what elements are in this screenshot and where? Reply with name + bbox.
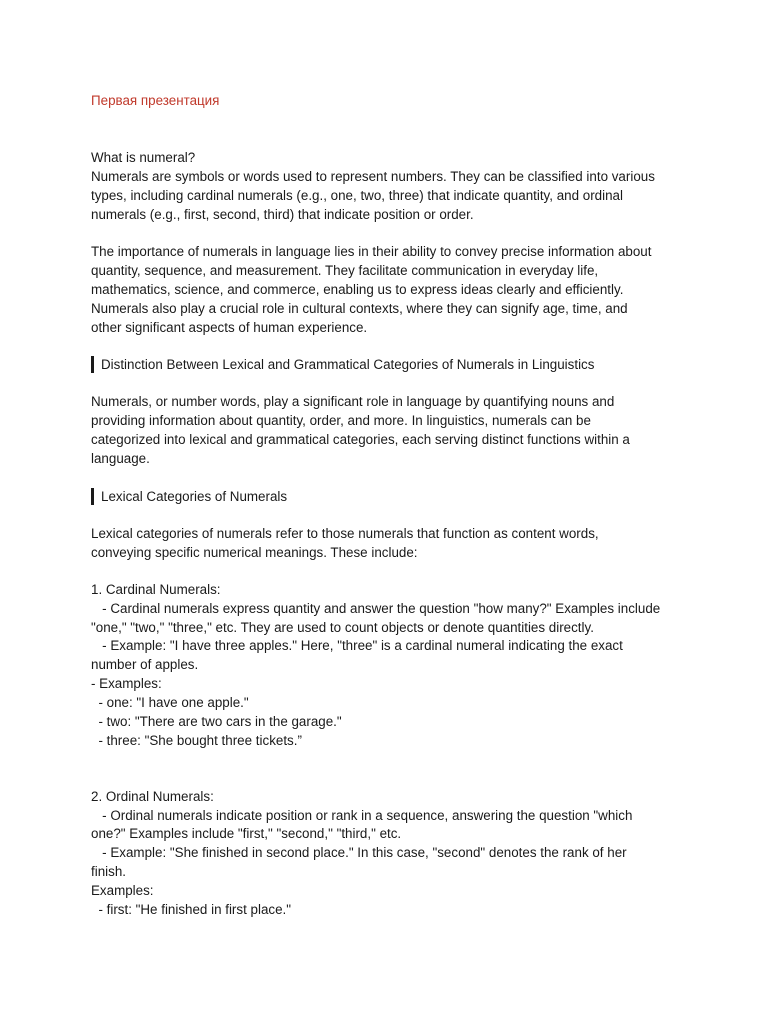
list-line: "one," "two," "three," etc. They are used to count objects or denote quantities directly. [91, 620, 594, 635]
list-line: - Example: "She finished in second place." In this case, "second" denotes the rank of her [91, 845, 627, 860]
paragraph-line: quantity, sequence, and measurement. They facilitate communication in everyday life, [91, 263, 599, 278]
list-line: finish. [91, 864, 126, 879]
paragraph-line: Numerals also play a crucial role in cultural contexts, where they can signify age, time, and [91, 301, 628, 316]
list-line: - Cardinal numerals express quantity and answer the question "how many?" Examples include [91, 601, 661, 616]
list-line: - Ordinal numerals indicate position or rank in a sequence, answering the question "which [91, 808, 633, 823]
paragraph-line: Numerals, or number words, play a significant role in language by quantifying nouns and [91, 394, 615, 409]
paragraph-line: numerals (e.g., first, second, third) that indicate position or order. [91, 207, 474, 222]
list-line: number of apples. [91, 657, 199, 672]
list-heading: 1. Cardinal Numerals: [91, 582, 221, 597]
document-title: Первая презентация [91, 93, 220, 108]
paragraph-line: Lexical categories of numerals refer to those numerals that function as content words, [91, 526, 599, 541]
list-line: - two: "There are two cars in the garage." [91, 714, 342, 729]
question-line: What is numeral? [91, 150, 196, 165]
paragraph-line: mathematics, science, and commerce, enabling us to express ideas clearly and efficiently. [91, 282, 624, 297]
list-line: - first: "He finished in first place." [91, 902, 292, 917]
paragraph-line: categorized into lexical and grammatical categories, each serving distinct functions within a [91, 432, 630, 447]
paragraph-line: Numerals are symbols or words used to represent numbers. They can be classified into various [91, 169, 655, 184]
paragraph-line: types, including cardinal numerals (e.g., one, two, three) that indicate quantity, and ordinal [91, 188, 623, 203]
list-line: Examples: [91, 883, 154, 898]
paragraph-line: providing information about quantity, order, and more. In linguistics, numerals can be [91, 413, 591, 428]
paragraph-line: language. [91, 451, 150, 466]
section-heading: Distinction Between Lexical and Grammatical Categories of Numerals in Linguistics [91, 355, 594, 374]
paragraph-line: other significant aspects of human experience. [91, 320, 368, 335]
list-line: - three: "She bought three tickets.” [91, 733, 302, 748]
paragraph-line: conveying specific numerical meanings. These include: [91, 545, 418, 560]
paragraph-line: The importance of numerals in language lies in their ability to convey precise information about [91, 244, 652, 259]
section-heading: Lexical Categories of Numerals [91, 487, 287, 506]
list-line: - Example: "I have three apples." Here, "three" is a cardinal numeral indicating the exact [91, 638, 623, 653]
list-line: - one: "I have one apple." [91, 695, 249, 710]
list-line: one?" Examples include "first," "second," "third," etc. [91, 826, 402, 841]
list-line: - Examples: [91, 676, 162, 691]
list-heading: 2. Ordinal Numerals: [91, 789, 214, 804]
